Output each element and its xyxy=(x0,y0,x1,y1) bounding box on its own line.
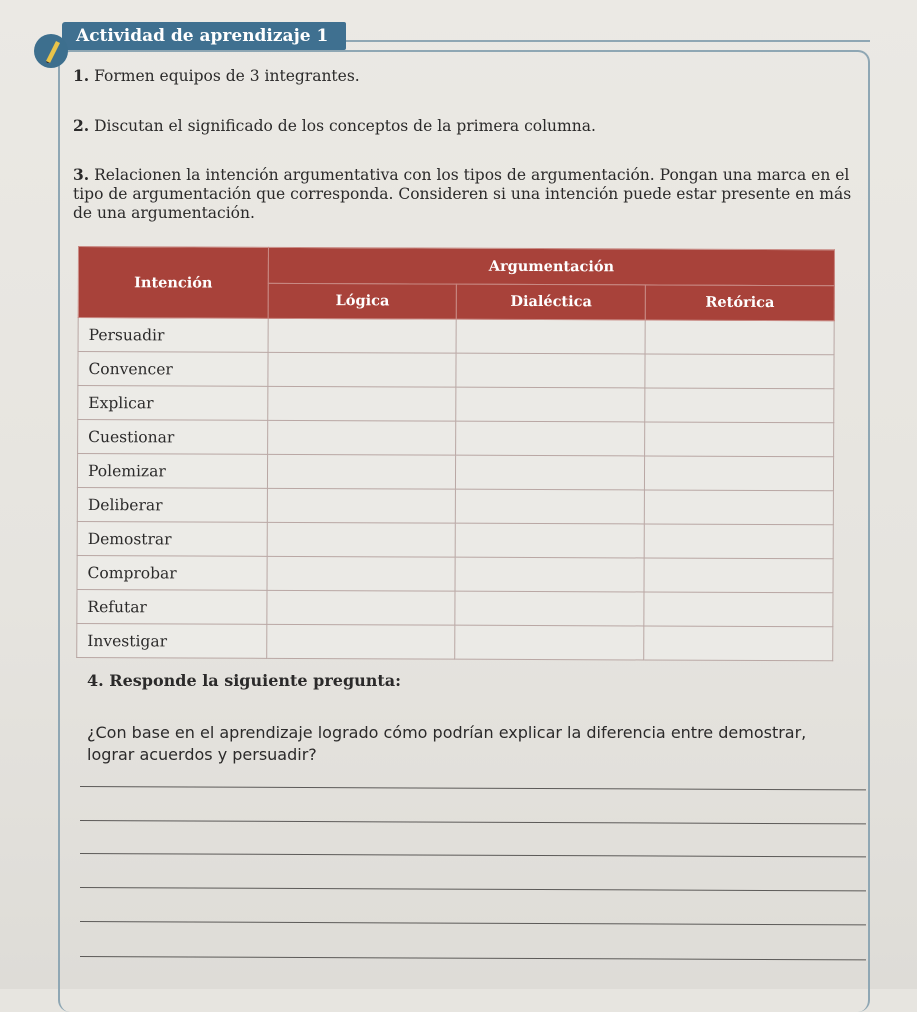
header-retorica: Retórica xyxy=(645,284,834,320)
table-row xyxy=(77,623,833,660)
mark-cell[interactable] xyxy=(644,558,833,593)
table-row xyxy=(77,555,833,592)
intention-label: Explicar xyxy=(78,386,268,421)
mark-cell[interactable] xyxy=(645,490,834,525)
intention-label: Cuestionar xyxy=(78,420,268,455)
mark-cell[interactable] xyxy=(644,524,833,559)
activity-title: Actividad de aprendizaje 1 xyxy=(62,22,346,50)
mark-cell[interactable] xyxy=(644,626,833,661)
question-heading-text: Responde la siguiente pregunta: xyxy=(109,671,402,690)
instruction-2-text: Discutan el significado de los conceptos de la primera columna. xyxy=(94,117,596,135)
mark-cell[interactable] xyxy=(267,488,456,523)
mark-cell[interactable] xyxy=(268,318,457,353)
mark-cell[interactable] xyxy=(644,592,833,627)
question-number: 4. xyxy=(87,671,104,690)
intention-label: Comprobar xyxy=(77,555,267,590)
mark-cell[interactable] xyxy=(645,422,834,457)
mark-cell[interactable] xyxy=(456,387,645,422)
mark-cell[interactable] xyxy=(645,388,834,423)
intention-label: Persuadir xyxy=(78,318,268,353)
argumentation-table xyxy=(76,246,835,661)
intention-label: Investigar xyxy=(77,623,267,658)
header-logica: Lógica xyxy=(268,283,457,319)
instruction-1 xyxy=(73,66,360,86)
mark-cell[interactable] xyxy=(267,522,456,557)
header-intencion: Intención xyxy=(78,247,268,319)
mark-cell[interactable] xyxy=(645,354,834,389)
mark-cell[interactable] xyxy=(456,421,645,456)
mark-cell[interactable] xyxy=(645,456,834,491)
intention-label: Refutar xyxy=(77,589,267,624)
instruction-3-text: Relacionen la intención argumentativa con los tipos de argumentación. Pongan una marca en el tipo de argumentación que corresponda. Consideren si una intención puede estar presente en más de una argumentación. xyxy=(73,166,852,222)
mark-cell[interactable] xyxy=(645,320,834,355)
question-text: ¿Con base en el aprendizaje logrado cómo podrían explicar la diferencia entre demostrar, lograr acuerdos y persuadir? xyxy=(87,723,807,764)
mark-cell[interactable] xyxy=(456,353,645,388)
mark-cell[interactable] xyxy=(267,624,456,659)
table-row xyxy=(77,487,833,524)
instruction-3-number: 3. xyxy=(73,165,90,184)
mark-cell[interactable] xyxy=(456,523,645,558)
header-argumentacion: Argumentación xyxy=(268,247,834,285)
question-heading xyxy=(87,671,401,690)
pencil-icon xyxy=(40,37,62,63)
mark-cell[interactable] xyxy=(268,386,457,421)
instruction-2-number: 2. xyxy=(73,116,90,135)
mark-cell[interactable] xyxy=(455,625,644,660)
mark-cell[interactable] xyxy=(267,454,456,489)
table-row xyxy=(78,420,834,457)
mark-cell[interactable] xyxy=(455,557,644,592)
table-row xyxy=(77,521,833,558)
intention-label: Polemizar xyxy=(77,454,267,489)
instruction-1-text: Formen equipos de 3 integrantes. xyxy=(94,67,360,85)
instruction-2 xyxy=(73,116,596,136)
mark-cell[interactable] xyxy=(456,455,645,490)
mark-cell[interactable] xyxy=(455,591,644,626)
mark-cell[interactable] xyxy=(267,556,456,591)
table-body xyxy=(77,318,834,661)
intention-label: Deliberar xyxy=(77,487,267,522)
table-row xyxy=(77,454,833,491)
header-dialectica: Dialéctica xyxy=(457,284,646,320)
table-row xyxy=(78,386,834,423)
title-rule xyxy=(330,40,870,42)
table-row xyxy=(77,589,833,626)
mark-cell[interactable] xyxy=(457,319,646,354)
mark-cell[interactable] xyxy=(268,420,457,455)
table-row xyxy=(78,352,834,389)
intention-label: Demostrar xyxy=(77,521,267,556)
table-row xyxy=(78,318,834,355)
mark-cell[interactable] xyxy=(268,352,457,387)
mark-cell[interactable] xyxy=(456,489,645,524)
intention-label: Convencer xyxy=(78,352,268,387)
instruction-1-number: 1. xyxy=(73,66,90,85)
mark-cell[interactable] xyxy=(267,590,456,625)
instruction-3 xyxy=(73,165,863,223)
